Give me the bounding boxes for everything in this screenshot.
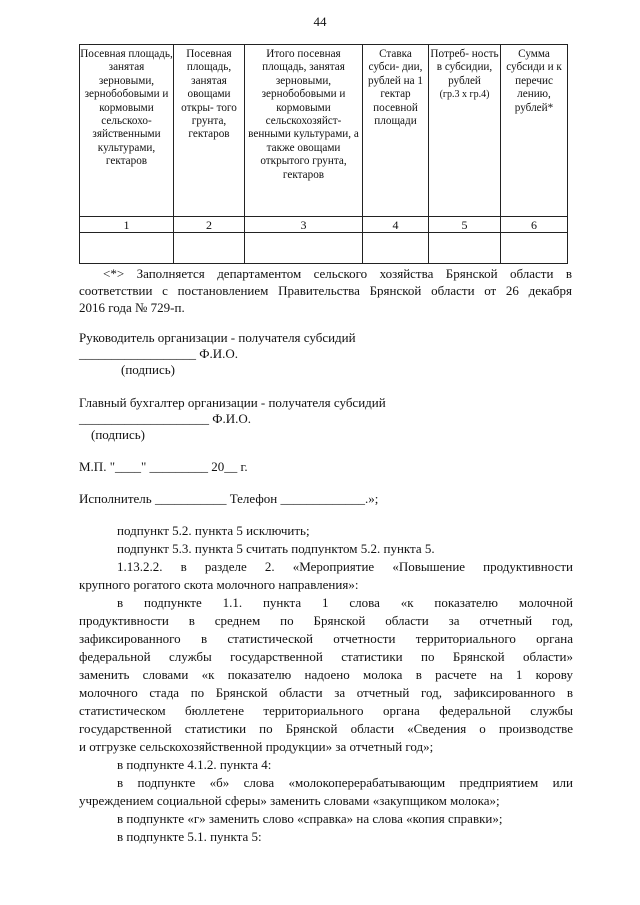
footnote-line: 2016 года № 729-п. — [79, 300, 185, 315]
body-line: учреждением социальной сферы» заменить словами «закупщиком молока»; — [79, 793, 500, 808]
column-number: 4 — [363, 217, 429, 233]
body-line: крупного рогатого скота молочного направления»: — [79, 577, 359, 592]
table-cell — [429, 233, 501, 264]
header-cell-5 — [429, 45, 501, 217]
column-number: 2 — [174, 217, 245, 233]
column-number: 5 — [429, 217, 501, 233]
header-cell-5-formula: (гр.3 х гр.4) — [439, 89, 490, 101]
table-empty-row — [80, 233, 568, 264]
body-line: 1.13.2.2. в разделе 2. «Мероприятие «Повышение продуктивности — [117, 559, 573, 574]
body-line: в подпункте 5.1. пункта 5: — [117, 829, 262, 844]
stamp-date-line: М.П. "____" _________ 20__ г. — [79, 459, 248, 474]
body-line: в подпункте 1.1. пункта 1 слова «к показателю молочной — [117, 595, 573, 610]
table-header-row — [80, 45, 568, 217]
head-signature-title: Руководитель организации - получателя субсидий — [79, 330, 356, 345]
body-line: государственной статистики по Брянской области «Сведения о производстве — [79, 721, 573, 736]
column-number: 1 — [80, 217, 174, 233]
page-number: 44 — [313, 14, 327, 29]
header-cell-1: Посевная площадь, занятая зерновыми, зернобобовыми и кормовыми сельскохо- зяйственными культурами, гектаров — [80, 45, 174, 217]
head-signature-caption: (подпись) — [121, 362, 175, 377]
table-cell — [80, 233, 174, 264]
table-cell — [363, 233, 429, 264]
body-line: в подпункте «г» заменить слово «справка» на слова «копия справки»; — [117, 811, 503, 826]
body-line: зафиксированного в статистической отчетности территориального органа — [79, 631, 573, 646]
header-cell-4: Ставка субси- дии, рублей на 1 гектар посевной площади — [363, 45, 429, 217]
body-line: подпункт 5.3. пункта 5 считать подпунктом 5.2. пункта 5. — [117, 541, 435, 556]
executor-phone-line: Исполнитель ___________ Телефон _____________.»; — [79, 491, 379, 506]
header-cell-3: Итого посевная площадь, занятая зерновыми, зернобобовыми и кормовыми сельскохозяйст- венными культурами, а также овощами открытого грунта, гектаров — [245, 45, 363, 217]
body-line: и отгрузке сельскохозяйственной продукции» за отчетный год»; — [79, 739, 434, 754]
column-number: 6 — [501, 217, 568, 233]
subsidy-table — [79, 44, 568, 264]
body-line: продуктивности в среднем по Брянской области за отчетный год, — [79, 613, 573, 628]
table-cell — [501, 233, 568, 264]
body-line: молочного стада по Брянской области за отчетный год, зафиксированного в — [79, 685, 573, 700]
head-signature-line: __________________ Ф.И.О. — [79, 346, 239, 361]
accountant-signature-line: ____________________ Ф.И.О. — [79, 411, 252, 426]
column-number: 3 — [245, 217, 363, 233]
table-number-row — [80, 217, 568, 233]
body-line: в подпункте «б» слова «молокоперерабатывающим предприятием или — [117, 775, 573, 790]
body-line: подпункт 5.2. пункта 5 исключить; — [117, 523, 310, 538]
body-line: статистическом бюллетене территориального органа федеральной службы — [79, 703, 573, 718]
body-line: федеральной службы государственной статистики по Брянской области» — [79, 649, 573, 664]
header-cell-5-text: Потреб- ность в субсидии, рублей — [430, 48, 499, 87]
accountant-signature-title: Главный бухгалтер организации - получателя субсидий — [79, 395, 386, 410]
table-cell — [174, 233, 245, 264]
accountant-signature-caption: (подпись) — [91, 427, 145, 442]
body-line: в подпункте 4.1.2. пункта 4: — [117, 757, 272, 772]
header-cell-2: Посевная площадь, занятая овощами откры- того грунта, гектаров — [174, 45, 245, 217]
footnote-line: <*> Заполняется департаментом сельского хозяйства Брянской области в — [103, 266, 572, 281]
body-line: заменить словами «к показателю надоено молока в расчете на 1 корову — [79, 667, 573, 682]
header-cell-6: Сумма субсиди и к перечис лению, рублей* — [501, 45, 568, 217]
footnote-line: соответствии с постановлением Правительства Брянской области от 26 декабря — [79, 283, 572, 298]
table-cell — [245, 233, 363, 264]
